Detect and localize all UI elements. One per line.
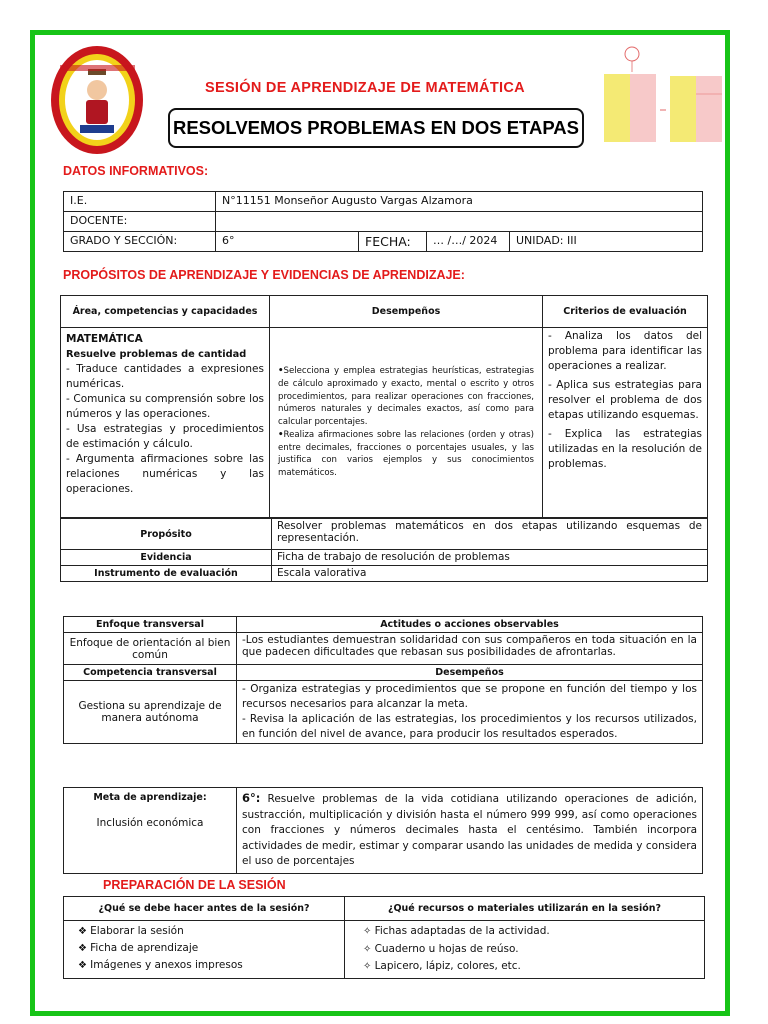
proposito-label: Propósito <box>61 519 272 550</box>
unidad-value: UNIDAD: III <box>510 232 703 252</box>
antes-item: ❖ Elaborar la sesión <box>78 923 330 940</box>
antes-item: ❖ Imágenes y anexos impresos <box>78 957 330 974</box>
fecha-label: FECHA: <box>359 232 427 252</box>
meta-text: Resuelve problemas de la vida cotidiana utilizando operaciones de adición, sustracción, multiplicación y división hasta el número 999 999, así como operaciones con fracciones y números decimales hasta el centésimo. También incorpora actividades de medir, estimar y comparar usando las unidades de medida y considera el uso de porcentajes <box>242 793 697 867</box>
recurso-item: ✧ Lapicero, lápiz, colores, etc. <box>363 958 686 976</box>
desempeno-transversal-item: - Revisa la aplicación de las estrategias, los procedimientos y los recursos utilizados, en función del nivel de avance, para producir los resultados esperados. <box>242 713 697 740</box>
docente-value <box>216 212 703 232</box>
meta-cell <box>64 788 237 874</box>
proposito-table <box>60 518 708 582</box>
preparacion-heading: PREPARACIÓN DE LA SESIÓN <box>103 878 286 892</box>
datos-heading: DATOS INFORMATIVOS: <box>63 164 209 178</box>
evidencia-label: Evidencia <box>61 550 272 566</box>
meta-table <box>63 787 703 874</box>
desempenos-transversal-cell <box>237 681 703 744</box>
col-antes: ¿Qué se debe hacer antes de la sesión? <box>64 897 345 921</box>
session-subtitle: RESOLVEMOS PROBLEMAS EN DOS ETAPAS <box>168 108 584 148</box>
fecha-value: … /…/ 2024 <box>427 232 510 252</box>
instrumento-label: Instrumento de evaluación <box>61 566 272 582</box>
criterios-cell <box>543 328 708 518</box>
meta-text-cell <box>237 788 703 874</box>
antes-cell <box>64 921 345 979</box>
datos-table <box>63 191 703 252</box>
col-area: Área, competencias y capacidades <box>61 296 270 328</box>
propositos-heading: PROPÓSITOS DE APRENDIZAJE Y EVIDENCIAS DE APRENDIZAJE: <box>63 268 465 282</box>
ie-value: N°11151 Monseñor Augusto Vargas Alzamora <box>216 192 703 212</box>
desempeno-item: • Selecciona y emplea estrategias heurísticas, estrategias de cálculo aproximado y exacto, mental o escrito y otros procedimientos, para realizar operaciones con fracciones, números naturales y decimales exactos, así como para calcular porcentajes. <box>278 365 534 429</box>
preparacion-table <box>63 896 705 979</box>
col-recursos: ¿Qué recursos o materiales utilizarán en la sesión? <box>345 897 705 921</box>
session-title: SESIÓN DE APRENDIZAJE DE MATEMÁTICA <box>205 80 525 96</box>
capacidad-item: - Argumenta afirmaciones sobre las relaciones numéricas y las operaciones. <box>66 452 264 497</box>
meta-grade: 6°: <box>242 791 261 805</box>
area-cell <box>61 328 270 518</box>
recurso-item: ✧ Cuaderno u hojas de reúso. <box>363 941 686 959</box>
col-criterios: Criterios de evaluación <box>543 296 708 328</box>
criterio-item: - Explica las estrategias utilizadas en la resolución de problemas. <box>548 427 702 472</box>
col-desempenos: Desempeños <box>270 296 543 328</box>
proposito-value: Resolver problemas matemáticos en dos etapas utilizando esquemas de representación. <box>272 519 708 550</box>
competencia-transversal-value: Gestiona su aprendizaje de manera autónoma <box>64 681 237 744</box>
area-name: MATEMÁTICA <box>66 333 143 345</box>
recurso-item: ✧ Fichas adaptadas de la actividad. <box>363 923 686 941</box>
antes-item: ❖ Ficha de aprendizaje <box>78 940 330 957</box>
meta-label: Meta de aprendizaje: <box>93 792 207 803</box>
meta-sub: Inclusión económica <box>96 817 204 829</box>
enfoque-table <box>63 616 703 744</box>
propositos-table <box>60 295 708 518</box>
instrumento-value: Escala valorativa <box>272 566 708 582</box>
bar-scheme-illustration <box>600 42 730 157</box>
capacidad-item: - Usa estrategias y procedimientos de estimación y cálculo. <box>66 422 264 452</box>
school-crest-logo <box>50 45 145 155</box>
criterio-item: - Aplica sus estrategias para resolver el problema de dos etapas utilizando esquemas. <box>548 378 702 423</box>
col-actitudes: Actitudes o acciones observables <box>237 617 703 633</box>
competencia-transversal-label: Competencia transversal <box>64 665 237 681</box>
grado-value: 6° <box>216 232 359 252</box>
evidencia-value: Ficha de trabajo de resolución de problemas <box>272 550 708 566</box>
capacidad-item: - Traduce cantidades a expresiones numéricas. <box>66 362 264 392</box>
recursos-cell <box>345 921 705 979</box>
capacidad-item: - Comunica su comprensión sobre los números y las operaciones. <box>66 392 264 422</box>
docente-label: DOCENTE: <box>64 212 216 232</box>
desempeno-item: • Realiza afirmaciones sobre las relaciones (orden y otras) entre decimales, fracciones o porcentajes usuales, y las justifica con varios ejemplos y sus conocimientos matemáticos. <box>278 429 534 480</box>
desempeno-transversal-item: - Organiza estrategias y procedimientos que se propone en función del tiempo y los recursos necesarios para alcanzar la meta. <box>242 683 697 710</box>
desempenos-cell <box>270 328 543 518</box>
col-enfoque: Enfoque transversal <box>64 617 237 633</box>
criterio-item: - Analiza los datos del problema para identificar las operaciones a realizar. <box>548 329 702 374</box>
desempenos-transversal-label: Desempeños <box>237 665 703 681</box>
enfoque-value: Enfoque de orientación al bien común <box>64 633 237 665</box>
ie-label: I.E. <box>64 192 216 212</box>
actitud-value: -Los estudiantes demuestran solidaridad con sus compañeros en toda situación en la que padecen dificultades que rebasan sus posibilidades de afrontarlas. <box>237 633 703 665</box>
grado-label: GRADO Y SECCIÓN: <box>64 232 216 252</box>
competencia-name: Resuelve problemas de cantidad <box>66 349 247 360</box>
